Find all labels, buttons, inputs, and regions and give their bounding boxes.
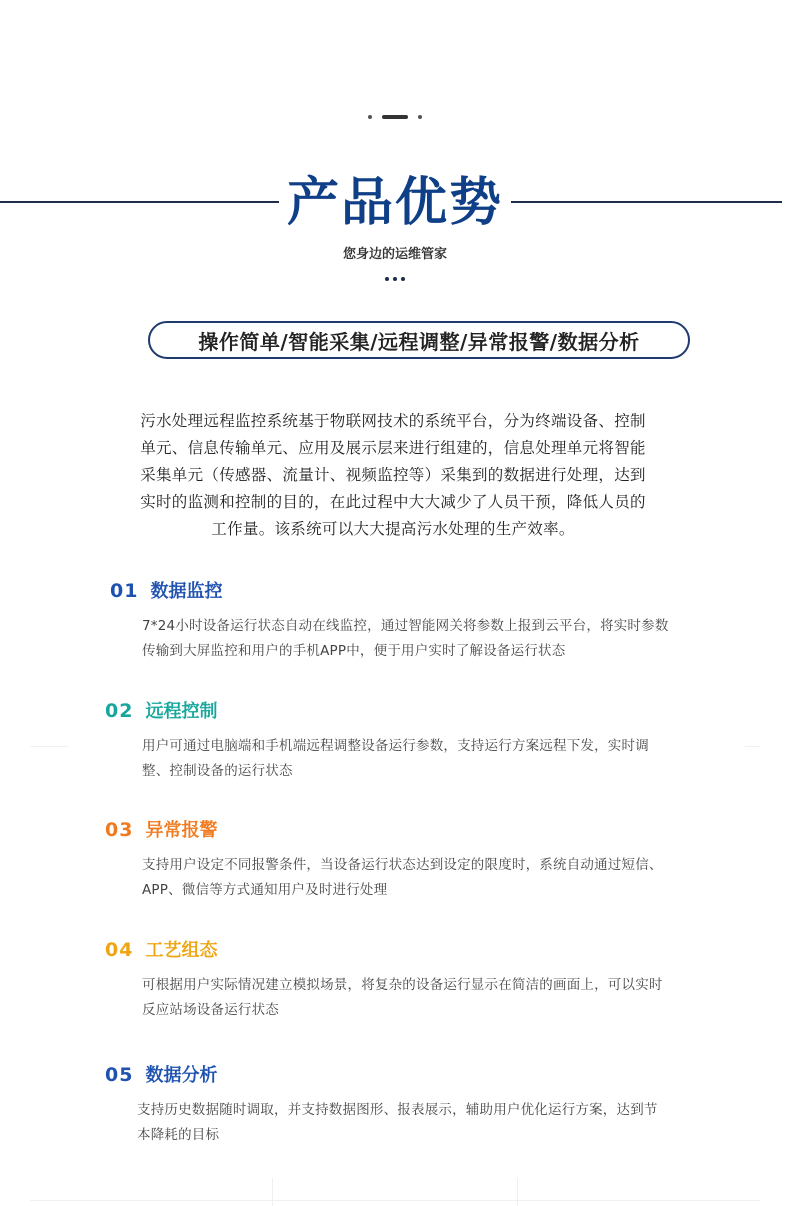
- intro-paragraph: [110, 408, 676, 543]
- feature-desc-line: 用户可通过电脑端和手机端远程调整设备运行参数，支持运行方案远程下发，实时调: [142, 738, 649, 754]
- feature-description: [142, 614, 722, 664]
- feature-desc-line: 可根据用户实际情况建立模拟场景，将复杂的设备运行显示在简洁的画面上，可以实时: [142, 977, 663, 993]
- intro-line: 工作量。该系统可以大大提高污水处理的生产效率。: [211, 520, 575, 538]
- subtitle-dot: [385, 277, 389, 281]
- feature-title: 远程控制: [145, 701, 218, 722]
- deco-dash: [382, 115, 408, 119]
- faint-bottom-rule: [30, 1200, 760, 1201]
- feature-description: [142, 734, 722, 784]
- feature-title: 异常报警: [145, 820, 218, 841]
- feature-title: 工艺组态: [145, 940, 218, 961]
- feature-desc-line: 反应站场设备运行状态: [142, 1002, 279, 1018]
- feature-number: 04: [105, 939, 134, 961]
- feature-heading-alarm: [105, 816, 217, 842]
- page-subtitle: 您身边的运维管家: [342, 247, 447, 262]
- feature-heading-remote-control: [105, 697, 217, 723]
- intro-line: 采集单元（传感器、流量计、视频监控等）采集到的数据进行处理，达到: [140, 466, 646, 484]
- feature-heading-process-config: [105, 936, 217, 962]
- feature-description: [142, 973, 722, 1023]
- page-title: 产品优势: [279, 160, 511, 235]
- tagline-pill: 操作简单/智能采集/远程调整/异常报警/数据分析: [148, 321, 690, 359]
- feature-desc-line: 本降耗的目标: [137, 1127, 220, 1143]
- feature-desc-line: 传输到大屏监控和用户的手机APP中，便于用户实时了解设备运行状态: [142, 643, 566, 659]
- feature-desc-line: 支持用户设定不同报警条件，当设备运行状态达到设定的限度时，系统自动通过短信、: [142, 857, 663, 873]
- deco-dot-right: [418, 115, 422, 119]
- feature-desc-line: 支持历史数据随时调取，并支持数据图形、报表展示，辅助用户优化运行方案，达到节: [137, 1102, 658, 1118]
- faint-vertical-rule: [517, 1178, 518, 1206]
- feature-desc-line: 7*24小时设备运行状态自动在线监控，通过智能网关将参数上报到云平台，将实时参数: [142, 618, 669, 634]
- feature-heading-data-analysis: [105, 1061, 217, 1087]
- intro-line: 单元、信息传输单元、应用及展示层来进行组建的，信息处理单元将智能: [140, 439, 646, 457]
- subtitle-dot: [401, 277, 405, 281]
- intro-line: 实时的监测和控制的目的，在此过程中大大减少了人员干预，降低人员的: [140, 493, 646, 511]
- feature-desc-line: APP、微信等方式通知用户及时进行处理: [142, 882, 388, 898]
- title-block: [0, 162, 790, 232]
- feature-title: 数据监控: [150, 581, 223, 602]
- top-decoration: [0, 112, 790, 122]
- faint-vertical-rule: [272, 1178, 273, 1206]
- subtitle-dot: [393, 277, 397, 281]
- feature-title: 数据分析: [145, 1065, 218, 1086]
- feature-number: 05: [105, 1064, 134, 1086]
- deco-dot-left: [368, 115, 372, 119]
- feature-description: [142, 853, 722, 903]
- feature-number: 03: [105, 819, 134, 841]
- feature-number: 01: [110, 580, 139, 602]
- subtitle-dots: [0, 277, 790, 283]
- feature-heading-data-monitoring: [110, 577, 222, 603]
- feature-description: [137, 1098, 717, 1148]
- intro-line: 污水处理远程监控系统基于物联网技术的系统平台，分为终端设备、控制: [140, 412, 646, 430]
- faint-divider-left: [30, 746, 68, 747]
- feature-desc-line: 整、控制设备的运行状态: [142, 763, 293, 779]
- faint-divider-right: [745, 746, 760, 747]
- feature-number: 02: [105, 700, 134, 722]
